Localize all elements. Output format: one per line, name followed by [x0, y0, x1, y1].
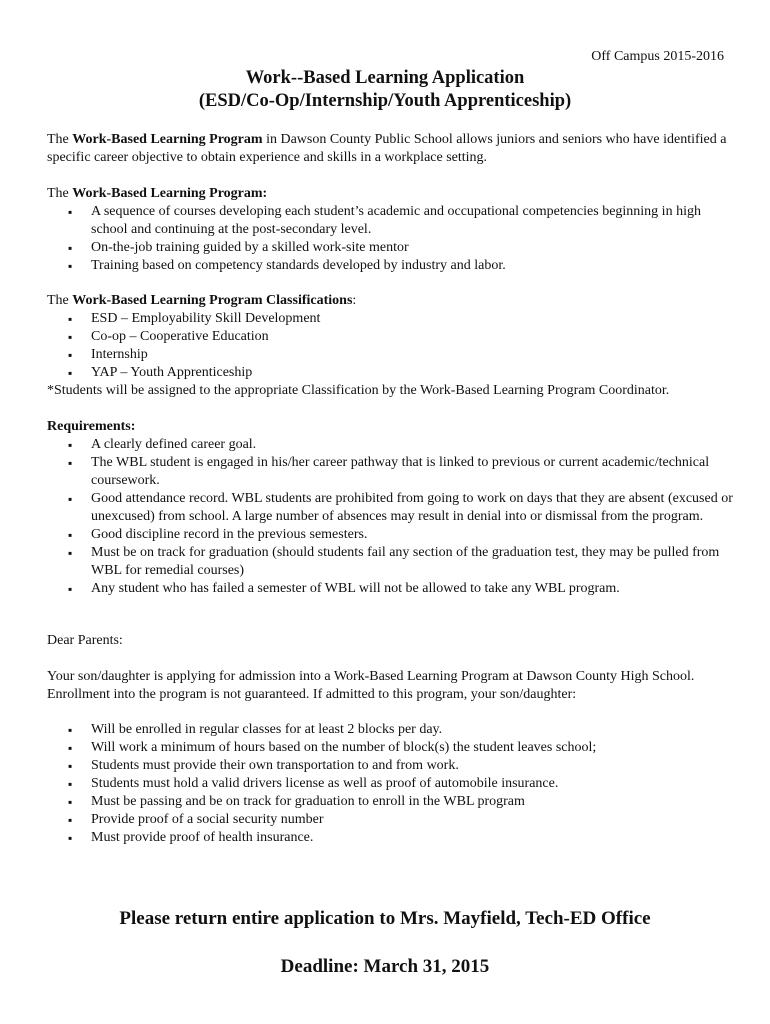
- list-item: ▪ Students must hold a valid drivers license as well as proof of automobile insurance.: [91, 775, 737, 793]
- list-item: ▪ A sequence of courses developing each student’s academic and occupational competencies beginning in high school and continuing at the post-secondary level.: [91, 203, 737, 239]
- list-item: ▪ On-the-job training guided by a skilled work-site mentor: [91, 239, 737, 257]
- program-heading: The Work-Based Learning Program:: [47, 186, 268, 201]
- requirements-section: [47, 418, 737, 598]
- list-item: ▪ Any student who has failed a semester of WBL will not be allowed to take any WBL program.: [91, 580, 737, 598]
- requirements-heading: Requirements:: [47, 419, 136, 434]
- list-item: ▪ The WBL student is engaged in his/her career pathway that is linked to previous or current academic/technical coursework.: [91, 454, 737, 490]
- list-item: ▪ Good attendance record. WBL students are prohibited from going to work on days that they are absent (excused or unexcused) from school. A large number of absences may result in denial into or dismissal from the program.: [91, 490, 737, 526]
- header-note: Off Campus 2015-2016: [591, 49, 724, 64]
- parents-paragraph: Your son/daughter is applying for admission into a Work-Based Learning Program at Dawson County High School. Enrollment into the program is not guaranteed. If admitted to this program, your son/daughter:: [47, 669, 695, 702]
- list-item: ▪ A clearly defined career goal.: [91, 436, 737, 454]
- list-item: ▪ YAP – Youth Apprenticeship: [91, 364, 737, 382]
- list-item: ▪ Internship: [91, 346, 737, 364]
- list-item: ▪ Students must provide their own transportation to and from work.: [91, 757, 737, 775]
- list-item: ▪ Co-op – Cooperative Education: [91, 328, 737, 346]
- list-item: ▪ Will work a minimum of hours based on the number of block(s) the student leaves school;: [91, 739, 737, 757]
- document-subtitle: (ESD/Co-Op/Internship/Youth Apprenticeship): [198, 91, 572, 111]
- list-item: ▪ Good discipline record in the previous semesters.: [91, 526, 737, 544]
- list-item: ▪ Training based on competency standards developed by industry and labor.: [91, 257, 737, 275]
- list-item: ▪ Must provide proof of health insurance.: [91, 829, 737, 847]
- deadline: Deadline: March 31, 2015: [280, 956, 490, 977]
- list-item: ▪ Must be passing and be on track for graduation to enroll in the WBL program: [91, 793, 737, 811]
- document-title: Work--Based Learning Application: [245, 68, 525, 88]
- parents-salutation: Dear Parents:: [47, 633, 123, 648]
- classifications-section: [47, 292, 737, 400]
- list-item: ▪ Must be on track for graduation (should students fail any section of the graduation test, they may be pulled from WBL for remedial courses): [91, 544, 737, 580]
- parents-list-section: [47, 721, 737, 847]
- classification-note: *Students will be assigned to the appropriate Classification by the Work-Based Learning Program Coordinator.: [47, 383, 670, 398]
- list-item: ▪ ESD – Employability Skill Development: [91, 310, 737, 328]
- return-instruction: Please return entire application to Mrs. Mayfield, Tech-ED Office: [119, 908, 651, 929]
- list-item: ▪ Provide proof of a social security number: [91, 811, 737, 829]
- program-section: [47, 185, 737, 275]
- classifications-heading: The Work-Based Learning Program Classifications:: [47, 293, 357, 308]
- intro-paragraph: The Work-Based Learning Program in Dawson County Public School allows juniors and seniors who have identified a specific career objective to obtain experience and skills in a workplace setting.: [47, 132, 727, 165]
- list-item: ▪ Will be enrolled in regular classes for at least 2 blocks per day.: [91, 721, 737, 739]
- program-name: Work-Based Learning Program: [72, 132, 263, 147]
